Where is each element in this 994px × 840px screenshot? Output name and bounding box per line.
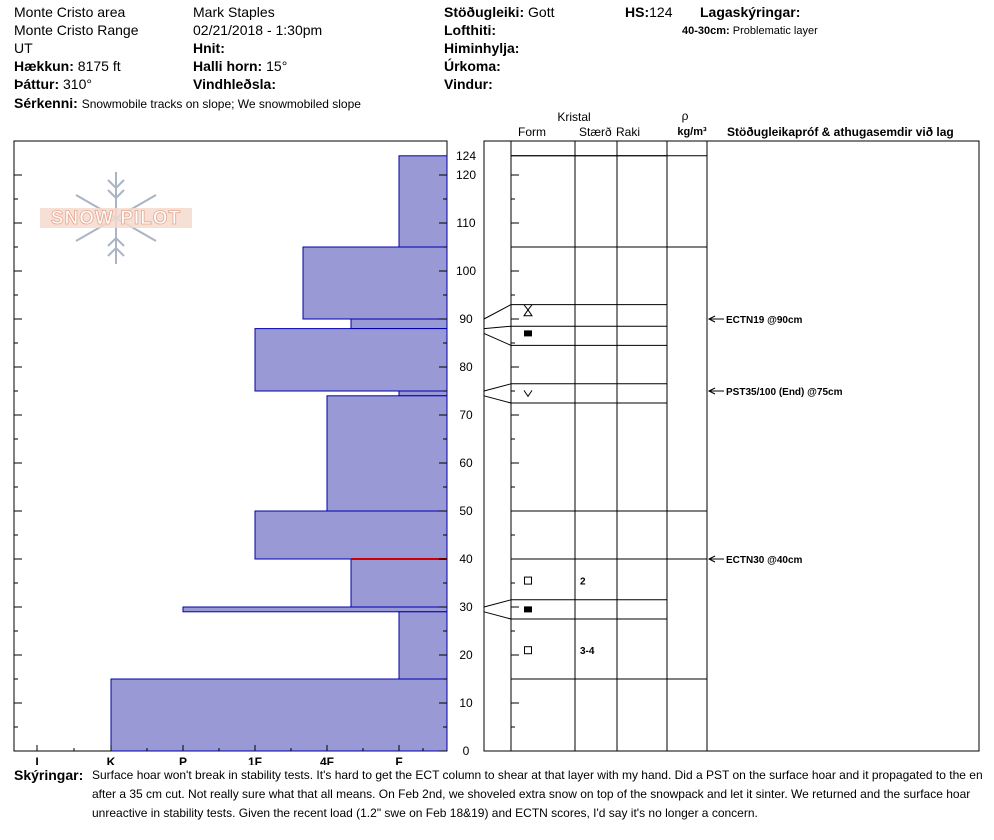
coords-label: Hnit: <box>193 40 225 56</box>
test-label: ECTN19 @90cm <box>726 315 803 326</box>
hardness-bar <box>399 156 447 247</box>
surface-hoar-faceted-icon <box>524 305 532 316</box>
hardness-bar <box>351 319 447 329</box>
hoar-v <box>524 390 532 396</box>
hardness-bar <box>303 247 447 319</box>
comment-line: Surface hoar won't break in stability tests. It's hard to get the ECT column to shear at that layer with my hand. Did a PST on the surface hoar and it propagated to the en <box>92 768 983 782</box>
melt-freeze-crust-icon <box>524 606 532 612</box>
surface-hoar-icon <box>524 390 532 396</box>
precip-label: Úrkoma: <box>444 58 501 74</box>
elevation-label: Hækkun: <box>14 58 74 74</box>
layer-note-text: Problematic layer <box>732 25 818 37</box>
facet-square <box>525 577 532 584</box>
depth-tick-label: 100 <box>455 264 477 278</box>
melt-freeze-crust-icon <box>524 330 532 336</box>
slope-value: 15° <box>266 58 288 74</box>
depth-tick-label: 60 <box>459 456 473 470</box>
depth-tick-label: 20 <box>459 648 473 662</box>
hs-label: HS: <box>625 4 650 20</box>
wind-label: Vindur: <box>444 76 493 92</box>
hardness-bar <box>399 391 447 396</box>
depth-tick-label: 124 <box>455 148 477 163</box>
layer-link-line <box>484 612 511 619</box>
air-temp-label: Lofthiti: <box>444 22 497 38</box>
test-label: PST35/100 (End) @75cm <box>726 387 843 398</box>
slope-label: Halli horn: <box>193 58 263 74</box>
hardness-tick-label: I <box>35 755 39 765</box>
depth-tick-label: 110 <box>456 216 476 230</box>
faceted-icon <box>525 647 532 654</box>
faceted-icon <box>525 577 532 584</box>
column-header-moisture: Raki <box>616 125 641 139</box>
column-header-form: Form <box>518 125 546 139</box>
facet-square <box>525 647 532 654</box>
column-header-crystal: Kristal <box>557 110 591 124</box>
hardness-tick-label: P <box>178 755 188 765</box>
aspect-label: Þáttur: <box>14 76 60 92</box>
crystal-size-label: 3-4 <box>580 646 595 658</box>
snowflake-icon <box>38 170 194 270</box>
datetime: 02/21/2018 - 1:30pm <box>193 22 323 38</box>
sky-label: Himinhylja: <box>444 40 520 56</box>
depth-tick-label: 10 <box>459 696 473 710</box>
location: Monte Cristo area <box>14 4 126 20</box>
hardness-bar <box>399 612 447 679</box>
range: Monte Cristo Range <box>14 22 139 38</box>
layer-notes-label: Lagaskýringar: <box>700 4 801 20</box>
crystal-size-label: 2 <box>580 576 586 588</box>
layer-table-frame <box>484 141 979 751</box>
comment-line: unreactive in stability tests. Given the recent load (1.2" swe on Feb 18&19) and ECTN scores, I'd say it's no longer a concern. <box>92 806 758 820</box>
state: UT <box>14 40 33 56</box>
test-label: ECTN30 @40cm <box>726 555 803 566</box>
layer-link-line <box>484 326 511 328</box>
crust-block <box>524 606 532 612</box>
hardness-tick-label: K <box>106 755 116 765</box>
hs-value: 124 <box>649 4 673 20</box>
column-header-size: Stærð <box>579 125 612 139</box>
features-value: Snowmobile tracks on slope; We snowmobiled slope <box>81 97 361 111</box>
layer-link-line <box>484 600 511 607</box>
layer-link-line <box>484 396 511 403</box>
depth-tick-label: 90 <box>459 312 473 326</box>
hardness-tick-label: F <box>395 755 403 765</box>
hardness-bar <box>255 511 447 559</box>
features-label: Sérkenni: <box>14 95 78 111</box>
comment-line: after a 35 cm cut. Not really sure what that all means. On Feb 2nd, we shoveled extra snow on top of the snowpack and let it sinter. We returned and the surface hoar <box>92 787 971 801</box>
depth-tick-label: 30 <box>459 600 473 614</box>
hardness-bar <box>351 559 447 607</box>
hardness-bar <box>111 679 447 751</box>
stability-value: Gott <box>528 4 555 20</box>
hardness-tick-label: 4F <box>319 755 335 765</box>
layer-note-range: 40-30cm: <box>682 25 730 37</box>
comments-label: Skýringar: <box>14 767 84 783</box>
wind-loading-label: Vindhleðsla: <box>193 76 276 92</box>
elevation-value: 8175 ft <box>77 58 121 74</box>
layer-link-line <box>484 384 511 391</box>
depth-tick-label: 80 <box>459 360 473 374</box>
hardness-bar <box>183 607 447 612</box>
crust-block <box>524 330 532 336</box>
layer-link-line <box>484 305 511 319</box>
depth-tick-label: 40 <box>459 552 473 566</box>
aspect-value: 310° <box>63 76 92 92</box>
depth-tick-label: 50 <box>459 504 473 518</box>
depth-tick-label: 70 <box>459 408 473 422</box>
depth-tick-label: 0 <box>462 744 470 758</box>
layer-link-line <box>484 333 511 345</box>
logo-text: SNOW PILOT <box>50 208 182 229</box>
column-header-density-unit: kg/m³ <box>677 126 707 138</box>
snowpilot-logo <box>38 170 194 270</box>
depth-tick-label: 120 <box>455 168 477 182</box>
column-header-density-symbol: ρ <box>681 109 689 123</box>
stability-label: Stöðugleiki: <box>444 4 525 20</box>
hoar-triangle <box>524 310 532 316</box>
observer: Mark Staples <box>193 4 275 20</box>
hardness-tick-label: 1F <box>247 755 263 765</box>
hardness-bar <box>255 329 447 391</box>
column-header-tests: Stöðugleikapróf & athugasemdir við lag <box>727 125 954 139</box>
hardness-bar <box>327 396 447 511</box>
